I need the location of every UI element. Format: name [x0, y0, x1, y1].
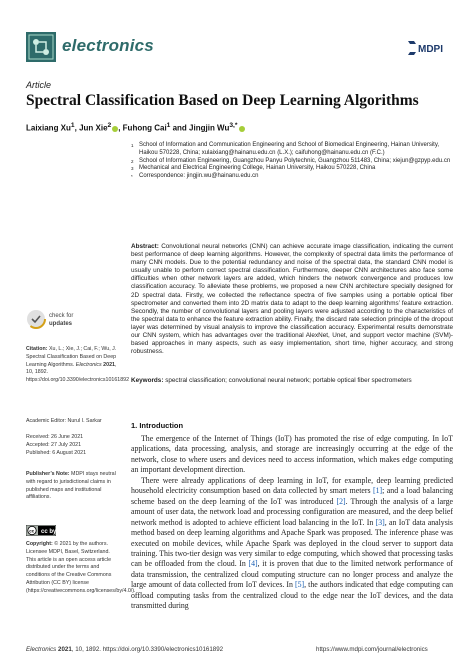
abstract-text: Convolutional neural networks (CNN) can achieve accurate image classification, indicating the current best performance of deep learning algorithms. However, the complexity of spectral data limits the performance of many CNN models. Due to the potential redundancy and noise of the spectral data, the standard CNN model is usually unable to perform correct spectral classification. Furthermore, deeper CNN architectures also face some difficulties when other network layers are added, which hinders the network convergence and produces low classification accuracy. To alleviate these problems, we proposed a new CNN architecture specially designed for 2D spectral data. Firstly, we collected the reflectance spectra of five samples using a portable optical fiber spectrometer and converted them into 2D matrix data to adapt to the deep learning algorithms’ feature extraction. Secondly, the number of convolutional layers and pooling layers were adjusted according to the characteristics of the spectral data to enhance the feature extraction ability. Finally, the discard rate selection principle of the dropout layer was determined by visual analysis to improve the classification accuracy. Experimental results demonstrate our CNN system, which has advantages over the traditional AlexNet, Unet, and support vector machine (SVM)-based approaches in many aspects, such as easy implementation, short time, higher accuracy, and strong robustness. [131, 243, 453, 356]
paragraph-text: , the authors indicated that edge computing can offload computing tasks from the centralized cloud to the edge near the IoT devices, and the data transmitted during [131, 580, 453, 611]
abstract [131, 243, 453, 356]
reference-link[interactable]: [5] [295, 580, 305, 590]
keywords-text: spectral classification; convolutional neural network; portable optical fiber spectrometers [165, 377, 412, 384]
author-affil-sup: 3,* [229, 122, 238, 129]
published-date: Published: 6 August 2021 [26, 449, 87, 456]
reference-link[interactable]: [3] [375, 517, 385, 527]
cc-by-text: cc by [41, 529, 56, 535]
paragraph-text: There were already applications of deep learning in IoT, for example, deep learning predicted household electricity consumption based on data collected by smart meters [131, 475, 453, 496]
keywords [131, 377, 453, 385]
affiliation-number: 1 [131, 143, 134, 148]
pubnote-label: Publisher’s Note: [26, 471, 70, 477]
affiliation-item [131, 165, 451, 173]
affiliation-text: School of Information and Communication Engineering and School of Biomedical Engineering, Hainan University, Haikou 570228, China; xulaixiang@hainanu.edu.cn (L.X.); caifuhong@hainanu.edu.cn (F.C.) [139, 142, 440, 156]
academic-editor: Academic Editor: Nurul I. Sarkar [26, 418, 102, 424]
affiliation-number: * [131, 174, 133, 180]
author-name[interactable]: Fuhong Cai [122, 123, 167, 133]
citation-text: Xu, L.; Xie, J.; Cai, F.; Wu, J. Spectral Classification Based on Deep Learning Algorithms. [26, 346, 117, 368]
reference-link[interactable]: [4] [248, 559, 258, 569]
abstract-label: Abstract: [131, 243, 159, 250]
copyright [26, 541, 136, 596]
paragraph-text: ; and a load balancing scheme based on the deep learning of the IoT was introduced [131, 486, 453, 506]
affiliation-item [131, 158, 451, 166]
accepted-date: Accepted: 27 July 2021 [26, 441, 82, 448]
article-type: Article [26, 80, 52, 90]
reference-link[interactable]: [1] [373, 486, 383, 496]
copyright-text: © 2021 by the authors. Licensee MDPI, Basel, Switzerland. This article is an open access article distributed under the terms and conditions of the Creative Commons Attribution (CC BY) license (https://creativecommons.org/licenses/by/4.0/). [26, 541, 136, 594]
citation-doi[interactable]: , 10, 1892. https://doi.org/10.3390/electronics10161892 [26, 361, 130, 384]
paragraph-text: . Through the analysis of a large amount of user data, the network load and processing configuration are measured, and the deep belief network method is adopted to achieve efficient load balancing in the IoT. In [131, 496, 453, 527]
author-affil-sup: 1 [166, 122, 171, 129]
copyright-label: Copyright: [26, 541, 53, 547]
citation-year: 2021 [103, 361, 115, 368]
page-title: Spectral Classification Based on Deep Learning Algorithms [26, 92, 419, 109]
affiliations [131, 142, 451, 181]
mdpi-logo-icon[interactable] [404, 38, 448, 58]
orcid-icon[interactable] [239, 126, 245, 132]
journal-name[interactable]: electronics [62, 36, 154, 55]
affiliation-text: School of Information Engineering, Guangzhou Panyu Polytechnic, Guangzhou 511483, China; xiejun@gzpyp.edu.cn [139, 157, 451, 164]
affiliation-item [131, 142, 451, 158]
author-name[interactable]: Jun Xie [79, 123, 108, 133]
footer-citation [26, 646, 223, 653]
check-for-updates-button[interactable] [26, 306, 106, 332]
paragraph: The emergence of the Internet of Things (IoT) has promoted the rise of edge computing. In IoT applications, data processing, analysis, and storage are increasingly occurring at the edge of the network, close to where users and devices need to access information, which makes edge computing an important development direction. [131, 434, 453, 475]
check-updates-line1: check for [49, 313, 74, 319]
pubnote-text: MDPI stays neutral with regard to jurisdictional claims in published maps and institutional affiliations. [26, 471, 116, 501]
journal-logo-icon [26, 32, 56, 62]
paragraph [131, 476, 453, 612]
affiliation-number: 3 [131, 166, 134, 172]
author-name[interactable]: Jingjin Wu [189, 123, 230, 133]
check-updates-line2: updates [49, 321, 73, 327]
author-affil-sup: 1 [70, 122, 75, 129]
dates [26, 434, 120, 457]
keywords-label: Keywords: [131, 377, 164, 384]
publisher-note [26, 471, 120, 502]
footer-url[interactable]: https://www.mdpi.com/journal/electronics [316, 646, 428, 653]
paragraph-text: , an IoT data analysis method based on deep learning algorithms and Apache Spark was proposed. The inference phase was executed on mobile devices, while Apache Spark was deployed in the cloud server to support data training. This two-tier design was very similar to edge computing, which showed that processing tasks can be offloaded from the cloud. In [131, 517, 453, 569]
reference-link[interactable]: [2] [336, 496, 346, 506]
mdpi-wordmark: MDPI [418, 44, 443, 55]
orcid-icon[interactable] [112, 126, 118, 132]
author-affil-sup: 2 [107, 122, 112, 129]
author-list: Laixiang Xu$^1$, Jun Xie$^2$ , Fuhong Cai$^1$ and Jingjin $Wu^{3,*}$ [26, 122, 245, 133]
footer-journal: Electronics [26, 646, 57, 653]
section-heading: 1. Introduction [131, 421, 184, 430]
cc-text: cc [29, 528, 35, 534]
cc-by-license-icon[interactable] [26, 525, 56, 536]
citation-label: Citation: [26, 346, 48, 352]
footer-doi[interactable]: , 10, 1892. https://doi.org/10.3390/electronics10161892 [71, 646, 224, 653]
affiliation-number: 2 [131, 158, 134, 164]
paragraph-text: , it is proven that due to the limited network performance of data transmission, the centralized cloud computing structure can no longer process and analyze the large amount of data collected from IoT devices. In [131, 559, 453, 590]
author-name[interactable]: Laixiang Xu [26, 123, 71, 133]
body-text [131, 434, 453, 612]
affiliation-text: Correspondence: jingjin.wu@hainanu.edu.cn [139, 173, 259, 180]
affiliation-text: Mechanical and Electrical Engineering College, Hainan University, Haikou 570228, China [139, 165, 376, 172]
footer-year: 2021 [58, 646, 72, 653]
citation [26, 346, 130, 385]
affiliation-item [131, 173, 451, 181]
citation-journal: Electronics [75, 361, 102, 368]
received-date: Received: 26 June 2021 [26, 434, 84, 440]
